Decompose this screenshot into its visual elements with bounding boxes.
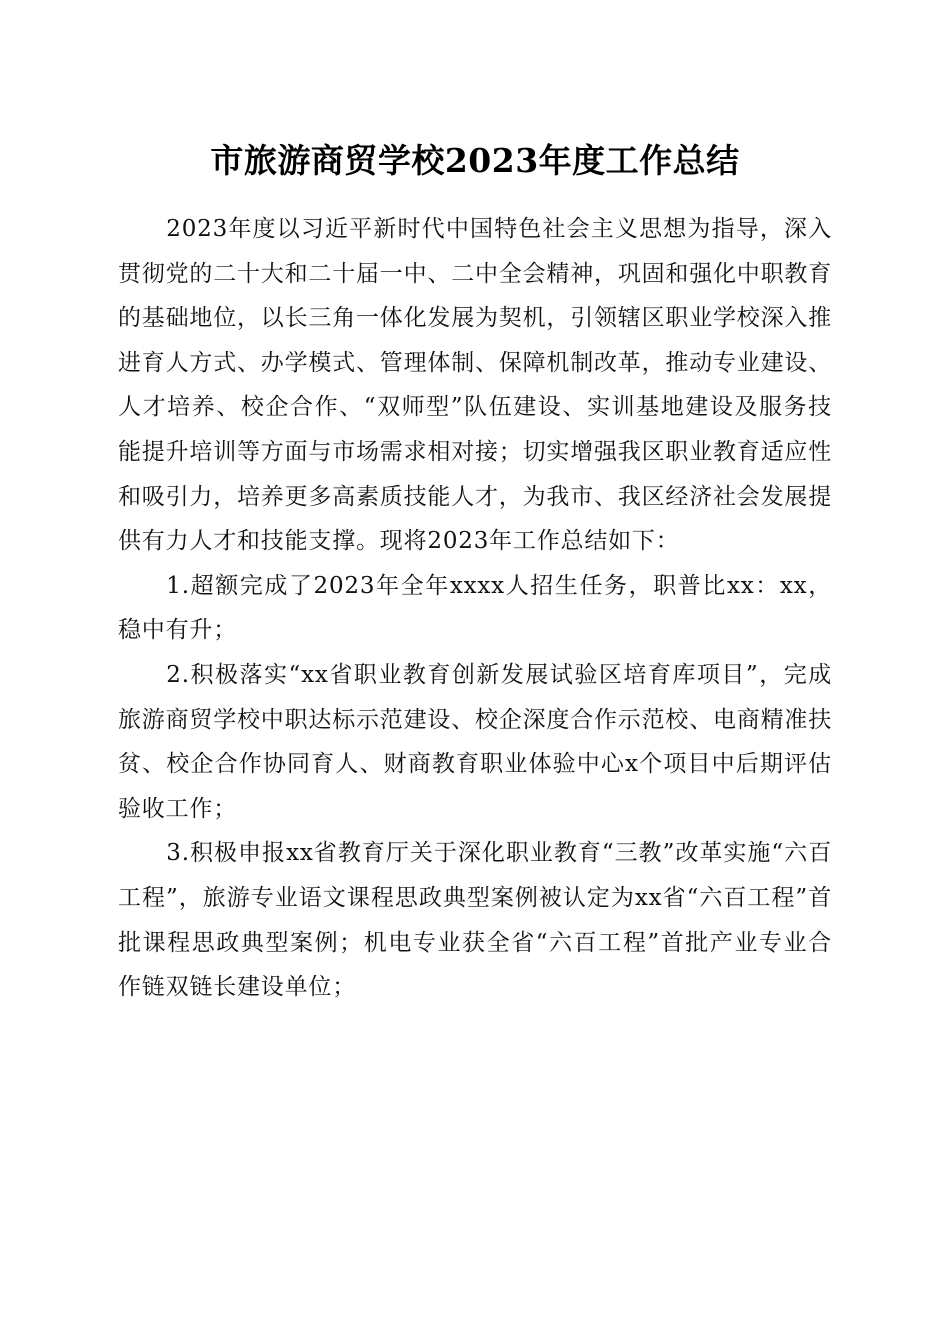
list-item-1: 1.超额完成了2023年全年xxxx人招生任务，职普比xx：xx，稳中有升； — [118, 572, 832, 644]
list-item-2: 2.积极落实“xx省职业教育创新发展试验区培育库项目”，完成旅游商贸学校中职达标示范建设、校企深度合作示范校、电商精准扶贫、校企合作协同育人、财商教育职业体验中心x个项目中后期评估验收工作； — [118, 661, 832, 822]
intro-paragraph: 2023年度以习近平新时代中国特色社会主义思想为指导，深入贯彻党的二十大和二十届一中、二中全会精神，巩固和强化中职教育的基础地位，以长三角一体化发展为契机，引领辖区职业学校深入推进育人方式、办学模式、管理体制、保障机制改革，推动专业建设、人才培养、校企合作、“双师型”队伍建设、实训基地建设及服务技能提升培训等方面与市场需求相对接；切实增强我区职业教育适应性和吸引力，培养更多高素质技能人才，为我市、我区经济社会发展提供有力人才和技能支撑。现将2023年工作总结如下： — [118, 216, 832, 555]
document-body — [118, 207, 832, 1010]
document-title: 市旅游商贸学校2023年度工作总结 — [210, 141, 740, 180]
list-item-3: 3.积极申报xx省教育厅关于深化职业教育“三教”改革实施“六百工程”，旅游专业语文课程思政典型案例被认定为xx省“六百工程”首批课程思政典型案例；机电专业获全省“六百工程”首批产业专业合作链双链长建设单位； — [118, 840, 832, 1001]
